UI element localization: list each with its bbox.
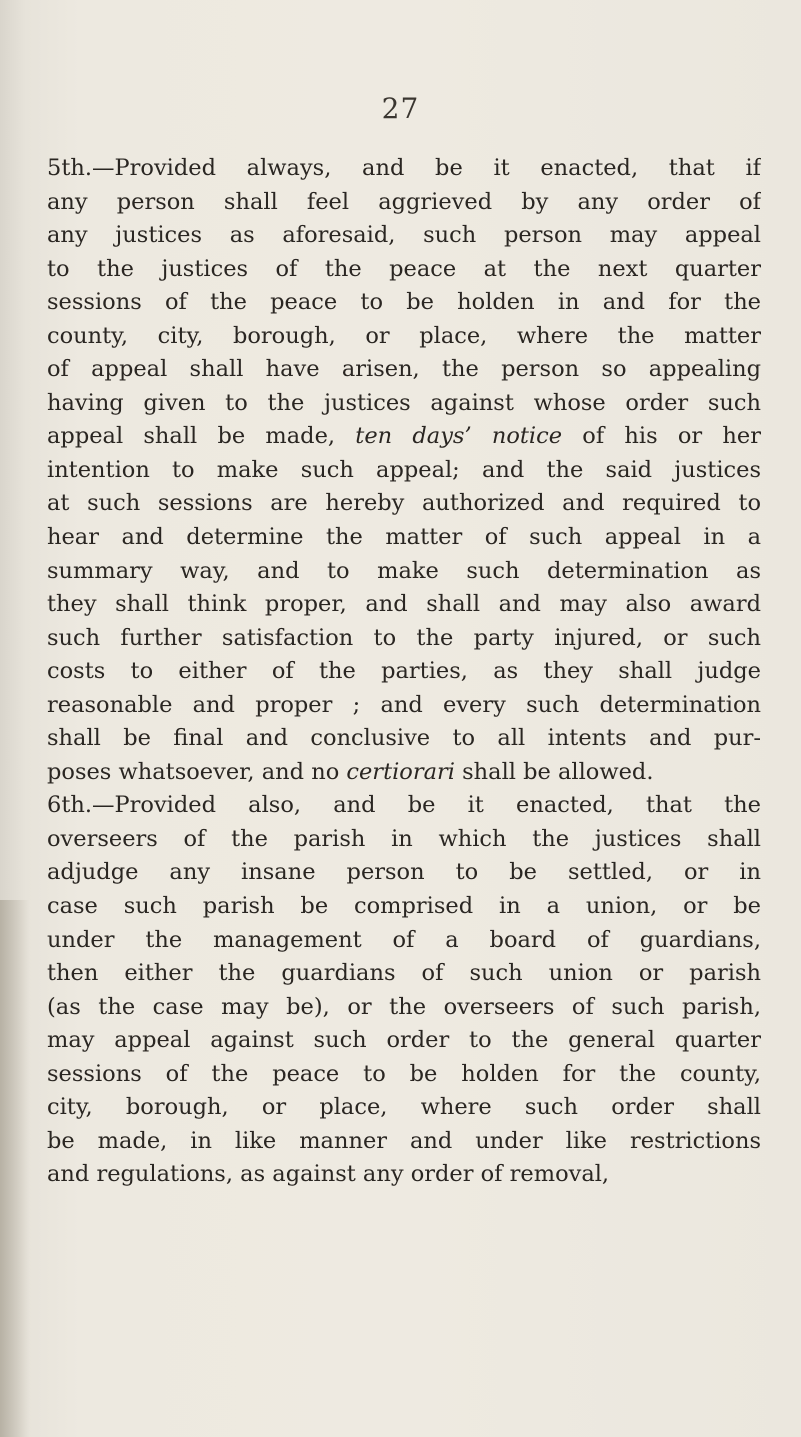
text-line-30: be made, in like manner and under like restrictions — [47, 1127, 761, 1154]
italic-ten-days-notice: ten days’ notice — [355, 423, 563, 450]
text-line-19-b: shall be allowed. — [454, 758, 654, 785]
page-edge-shadow — [0, 900, 30, 1437]
text-line-11: at such sessions are hereby authorized and required to — [47, 490, 761, 517]
text-line-15: such further satisfaction to the party injured, or such — [47, 624, 761, 651]
text-line-9-b: of his or her — [562, 423, 761, 450]
text-line-14: they shall think proper, and shall and may also award — [47, 591, 761, 618]
text-line-3: any justices as aforesaid, such person may appeal — [47, 222, 761, 249]
text-line-23: case such parish be comprised in a union, or be — [47, 893, 761, 920]
page-number: 27 — [381, 92, 420, 125]
text-line-26: (as the case may be), or the overseers of such parish, — [47, 993, 761, 1020]
text-line-25: then either the guardians of such union or parish — [47, 960, 761, 987]
text-line-16: costs to either of the parties, as they shall judge — [47, 658, 761, 685]
text-line-21: overseers of the parish in which the justices shall — [47, 825, 761, 852]
text-line-29: city, borough, or place, where such order shall — [47, 1094, 761, 1121]
text-line-12: hear and determine the matter of such appeal in a — [47, 524, 761, 551]
text-line-5: sessions of the peace to be holden in and for the — [47, 289, 761, 316]
text-line-7: of appeal shall have arisen, the person so appealing — [47, 356, 761, 383]
text-line-9-a: appeal shall be made, — [47, 423, 356, 450]
text-line-10: intention to make such appeal; and the said justices — [47, 456, 761, 483]
text-line-31: and regulations, as against any order of removal, — [47, 1161, 610, 1188]
text-line-2: any person shall feel aggrieved by any order of — [47, 188, 761, 215]
text-line-8: having given to the justices against whose order such — [47, 389, 761, 416]
text-line-20: 6th.—Provided also, and be it enacted, that the — [47, 792, 761, 819]
text-line-19-a: poses whatsoever, and no — [47, 758, 347, 785]
text-line-24: under the management of a board of guardians, — [47, 926, 761, 953]
body-text — [47, 152, 761, 1192]
italic-certiorari: certiorari — [346, 758, 455, 785]
text-line-1: 5th.—Provided always, and be it enacted, that if — [47, 155, 761, 181]
text-line-6: county, city, borough, or place, where the matter — [47, 322, 761, 349]
text-line-18: shall be final and conclusive to all intents and pur- — [47, 725, 761, 752]
text-line-17: reasonable and proper ; and every such determination — [47, 691, 761, 718]
text-line-22: adjudge any insane person to be settled, or in — [47, 859, 761, 886]
text-line-4: to the justices of the peace at the next quarter — [47, 255, 761, 282]
text-line-9 — [47, 420, 761, 454]
text-line-28: sessions of the peace to be holden for the county, — [47, 1060, 761, 1087]
text-line-13: summary way, and to make such determination as — [47, 557, 761, 584]
text-line-27: may appeal against such order to the general quarter — [47, 1027, 761, 1054]
text-line-19 — [47, 756, 761, 790]
